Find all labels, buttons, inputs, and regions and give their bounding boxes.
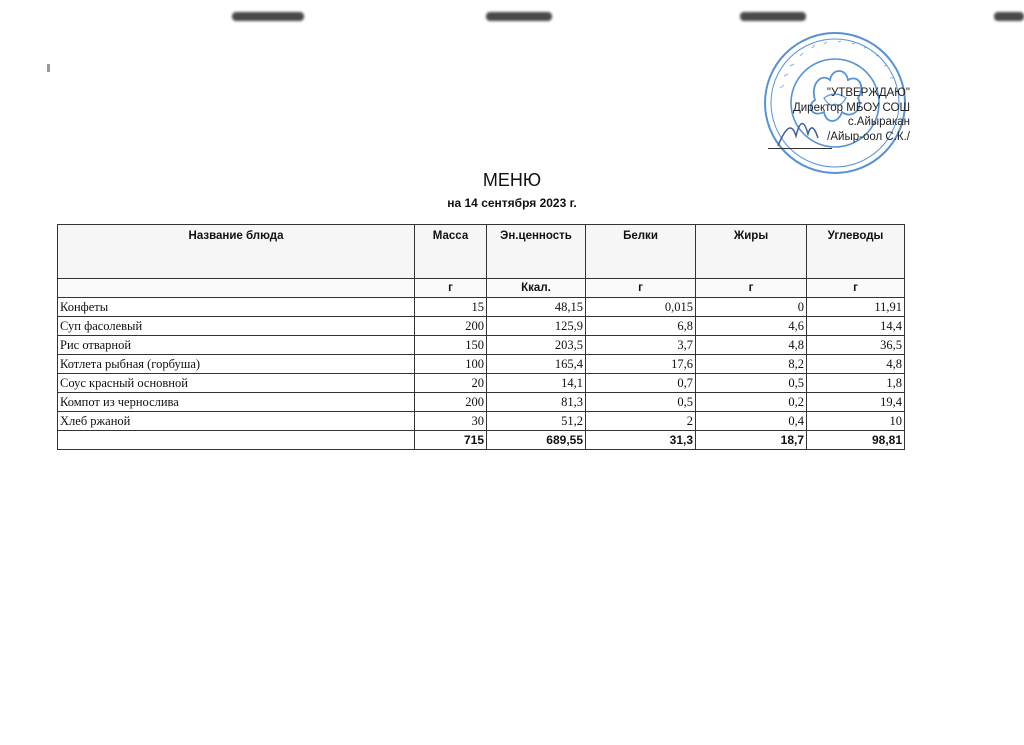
unit-cell: г [586, 279, 696, 298]
dish-energy: 14,1 [487, 374, 586, 393]
dish-energy: 48,15 [487, 298, 586, 317]
dish-name: Котлета рыбная (горбуша) [58, 355, 415, 374]
column-header-protein: Белки [586, 225, 696, 279]
unit-cell: г [415, 279, 487, 298]
dish-energy: 81,3 [487, 393, 586, 412]
dish-carbs: 1,8 [807, 374, 905, 393]
unit-cell: г [807, 279, 905, 298]
column-header-fat: Жиры [696, 225, 807, 279]
dish-carbs: 11,91 [807, 298, 905, 317]
table-row [58, 412, 905, 431]
dish-fat: 8,2 [696, 355, 807, 374]
dish-carbs: 19,4 [807, 393, 905, 412]
dish-carbs: 10 [807, 412, 905, 431]
dish-name: Рис отварной [58, 336, 415, 355]
table-row [58, 317, 905, 336]
column-header-dish: Название блюда [58, 225, 415, 279]
dish-protein: 0,7 [586, 374, 696, 393]
dish-energy: 51,2 [487, 412, 586, 431]
dish-mass: 100 [415, 355, 487, 374]
dish-mass: 15 [415, 298, 487, 317]
dish-energy: 165,4 [487, 355, 586, 374]
dish-name: Суп фасолевый [58, 317, 415, 336]
total-mass: 715 [415, 431, 487, 450]
total-protein: 31,3 [586, 431, 696, 450]
table-total-row [58, 431, 905, 450]
table-row [58, 336, 905, 355]
dish-protein: 17,6 [586, 355, 696, 374]
dish-fat: 4,6 [696, 317, 807, 336]
column-header-carbs: Углеводы [807, 225, 905, 279]
scan-artifact [740, 12, 806, 21]
dish-energy: 203,5 [487, 336, 586, 355]
total-label [58, 431, 415, 450]
table-row [58, 298, 905, 317]
scan-artifact [47, 64, 50, 72]
dish-carbs: 36,5 [807, 336, 905, 355]
signature-line [768, 148, 832, 149]
page-subtitle: на 14 сентября 2023 г. [447, 196, 577, 210]
dish-protein: 3,7 [586, 336, 696, 355]
table-header-row [58, 225, 905, 279]
column-header-energy: Эн.ценность [487, 225, 586, 279]
dish-fat: 4,8 [696, 336, 807, 355]
table-row [58, 374, 905, 393]
dish-mass: 200 [415, 393, 487, 412]
dish-mass: 30 [415, 412, 487, 431]
dish-protein: 6,8 [586, 317, 696, 336]
dish-name: Конфеты [58, 298, 415, 317]
approval-heading: "УТВЕРЖДАЮ" [826, 87, 910, 99]
approval-place: с.Айыракан [847, 116, 910, 128]
total-carbs: 98,81 [807, 431, 905, 450]
total-energy: 689,55 [487, 431, 586, 450]
table-row [58, 355, 905, 374]
dish-name: Соус красный основной [58, 374, 415, 393]
total-fat: 18,7 [696, 431, 807, 450]
dish-fat: 0,5 [696, 374, 807, 393]
scan-artifact [994, 12, 1024, 21]
dish-energy: 125,9 [487, 317, 586, 336]
table-row [58, 393, 905, 412]
dish-mass: 20 [415, 374, 487, 393]
dish-mass: 150 [415, 336, 487, 355]
column-header-mass: Масса [415, 225, 487, 279]
unit-cell [58, 279, 415, 298]
page-title: МЕНЮ [482, 170, 542, 190]
approval-position: Директор МБОУ СОШ [792, 101, 910, 114]
dish-protein: 0,015 [586, 298, 696, 317]
approval-signatory: /Айыр-оол С.К./ [827, 130, 910, 143]
dish-protein: 0,5 [586, 393, 696, 412]
dish-fat: 0,4 [696, 412, 807, 431]
dish-carbs: 4,8 [807, 355, 905, 374]
dish-fat: 0 [696, 298, 807, 317]
table-units-row [58, 279, 905, 298]
scan-artifact [232, 12, 304, 21]
dish-mass: 200 [415, 317, 487, 336]
unit-cell: Ккал. [487, 279, 586, 298]
dish-fat: 0,2 [696, 393, 807, 412]
approval-block [770, 86, 910, 144]
dish-name: Компот из чернослива [58, 393, 415, 412]
dish-carbs: 14,4 [807, 317, 905, 336]
dish-name: Хлеб ржаной [58, 412, 415, 431]
unit-cell: г [696, 279, 807, 298]
dish-protein: 2 [586, 412, 696, 431]
menu-table [57, 224, 905, 450]
scan-artifact [486, 12, 552, 21]
